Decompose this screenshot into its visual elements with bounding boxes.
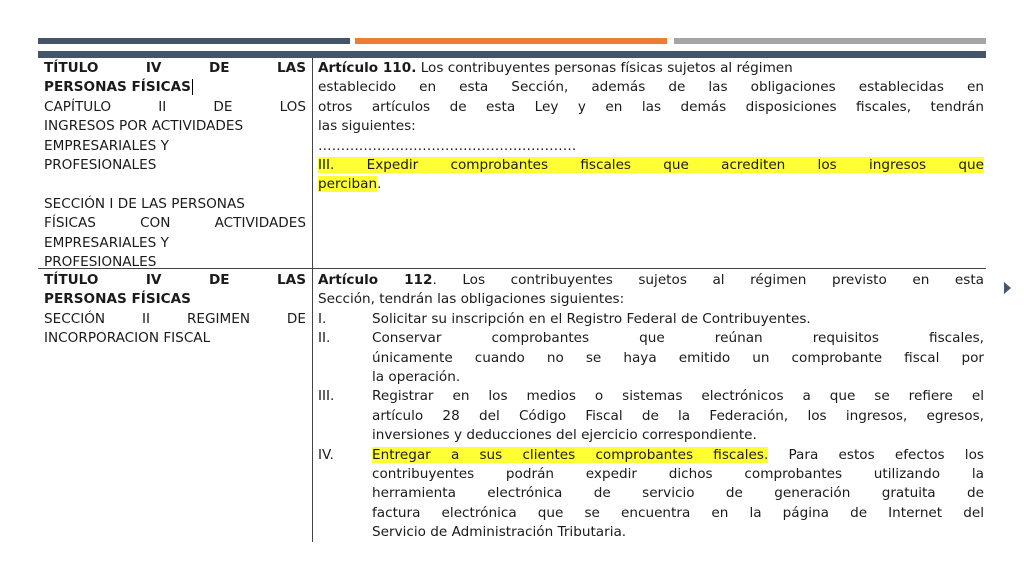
ellipsis-dots: ………………………………………………… (318, 137, 577, 154)
section-line: SECCIÓN II REGIMEN DE (44, 310, 306, 327)
highlighted-text: Entregar a sus clientes comprobantes fiscales. (372, 446, 769, 463)
list-item: II. Conservar comprobantes que reúnan requisitos fiscales, únicamente cuando no se haya emitido un comprobante fiscal por la operación. (318, 330, 984, 386)
table-top-rule (38, 51, 986, 58)
article-110-line: Artículo 110. Los contribuyentes personas físicas sujetos al régimen (318, 60, 793, 76)
chapter-line: INGRESOS POR ACTIVIDADES (44, 118, 244, 135)
article-112-line: Sección, tendrán las obligaciones siguientes: (318, 291, 625, 308)
fraction-iii-line: perciban. (318, 176, 382, 193)
row1-right-cell (318, 59, 984, 195)
article-label: Artículo 110. (318, 60, 417, 76)
slide-marker-arrow-icon (1004, 282, 1011, 294)
article-112-line: Artículo 112. Los contribuyentes sujetos al régimen previsto en esta (318, 272, 984, 288)
section-line: SECCIÓN I DE LAS PERSONAS (44, 195, 245, 212)
accent-bar-gray (674, 38, 986, 44)
title-line: TÍTULO IV DE LAS (44, 60, 306, 76)
section-line: INCORPORACION FISCAL (44, 330, 211, 347)
table-column-divider (312, 58, 313, 542)
list-item: III. Registrar en los medios o sistemas electrónicos a que se refiere el artículo 28 del Código Fiscal de la Federación, los ingresos, egresos, inversiones y deducciones del ejercicio correspondiente. (318, 388, 984, 444)
highlighted-text: III. Expedir comprobantes fiscales que acrediten los ingresos que (318, 157, 984, 174)
chapter-line: PROFESIONALES (44, 157, 157, 174)
section-line: EMPRESARIALES Y (44, 234, 169, 251)
article-110-line: establecido en esta Sección, además de las obligaciones establecidas en (318, 79, 984, 96)
accent-bar-dark (38, 38, 350, 44)
title-line: PERSONAS FÍSICAS (44, 79, 191, 96)
section-line: PROFESIONALES (44, 254, 157, 271)
section-line: FÍSICAS CON ACTIVIDADES (44, 215, 306, 232)
accent-bar-orange (355, 38, 667, 44)
title-line: TÍTULO IV DE LAS (44, 272, 306, 288)
chapter-line: CAPÍTULO II DE LOS (44, 98, 306, 115)
fraction-iii-line (318, 156, 984, 175)
article-label: Artículo 112 (318, 272, 433, 288)
article-110-line: otros artículos de esta Ley y en las demás disposiciones fiscales, tendrán (318, 98, 984, 115)
row2-right-cell (318, 271, 984, 543)
row1-left-cell (44, 59, 306, 272)
article-110-line: las siguientes: (318, 118, 416, 135)
title-line: PERSONAS FÍSICAS (44, 291, 191, 308)
list-item: IV. Entregar a sus clientes comprobantes fiscales. Para estos efectos los contribuyentes podrán expedir dichos comprobantes utilizando la herramienta electrónica de servicio de generación gratuita de factura electrónica que se encuentra en la página de Internet del Servicio de Administración Tributaria. (318, 446, 984, 541)
highlighted-text: perciban (318, 176, 378, 193)
row2-left-cell (44, 271, 306, 349)
list-item: I. Solicitar su inscripción en el Registro Federal de Contribuyentes. (318, 310, 811, 327)
chapter-line: EMPRESARIALES Y (44, 137, 169, 154)
